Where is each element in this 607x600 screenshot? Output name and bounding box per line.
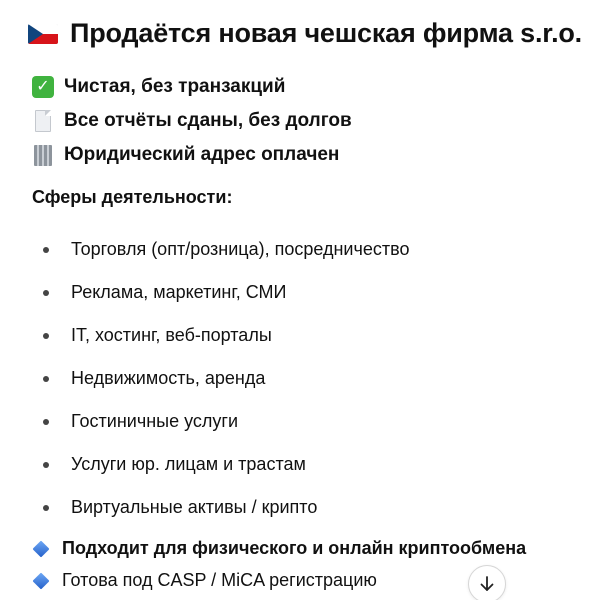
highlight-label: Готова под CASP / MiCA регистрацию [62, 570, 377, 590]
scroll-down-button[interactable] [468, 565, 506, 600]
bullet-icon [43, 462, 49, 468]
check-mark-icon: ✓ [32, 76, 54, 98]
list-item [40, 357, 409, 400]
list-item [40, 400, 409, 443]
highlight-casp-mica [32, 570, 377, 591]
list-item-label: Услуги юр. лицам и трастам [71, 454, 306, 474]
list-item-label: Гостиничные услуги [71, 411, 239, 431]
blue-diamond-icon [32, 540, 50, 558]
list-item-label: Виртуальные активы / крипто [71, 497, 318, 517]
bullet-icon [43, 419, 49, 425]
page-title-text: Продаётся новая чешская фирма s.r.o. [70, 18, 582, 48]
list-item [40, 271, 409, 314]
status-item-clean [32, 76, 285, 98]
activities-heading: Сферы деятельности: [32, 187, 233, 207]
bullet-icon [43, 376, 49, 382]
list-item [40, 228, 409, 271]
highlight-label: Подходит для физического и онлайн криптообмена [62, 538, 527, 558]
highlight-crypto-exchange [32, 538, 526, 559]
list-item [40, 314, 409, 357]
list-item [40, 486, 409, 529]
blue-diamond-icon [32, 572, 50, 590]
status-item-reports [32, 110, 352, 132]
list-item-label: IT, хостинг, веб-порталы [71, 325, 272, 345]
activities-list [40, 228, 409, 529]
office-building-icon [32, 144, 54, 166]
page-title [28, 18, 582, 49]
status-item-label: Юридический адрес оплачен [64, 144, 340, 165]
arrow-down-icon [478, 575, 496, 593]
list-item-label: Недвижимость, аренда [71, 368, 266, 388]
status-item-label: Чистая, без транзакций [64, 76, 286, 97]
bullet-icon [43, 505, 49, 511]
bullet-icon [43, 247, 49, 253]
list-item-label: Торговля (опт/розница), посредничество [71, 239, 410, 259]
status-item-address [32, 144, 339, 166]
bullet-icon [43, 290, 49, 296]
document-icon [32, 110, 54, 132]
czech-flag-icon [28, 24, 58, 44]
status-item-label: Все отчёты сданы, без долгов [64, 110, 352, 131]
list-item [40, 443, 409, 486]
bullet-icon [43, 333, 49, 339]
list-item-label: Реклама, маркетинг, СМИ [71, 282, 287, 302]
